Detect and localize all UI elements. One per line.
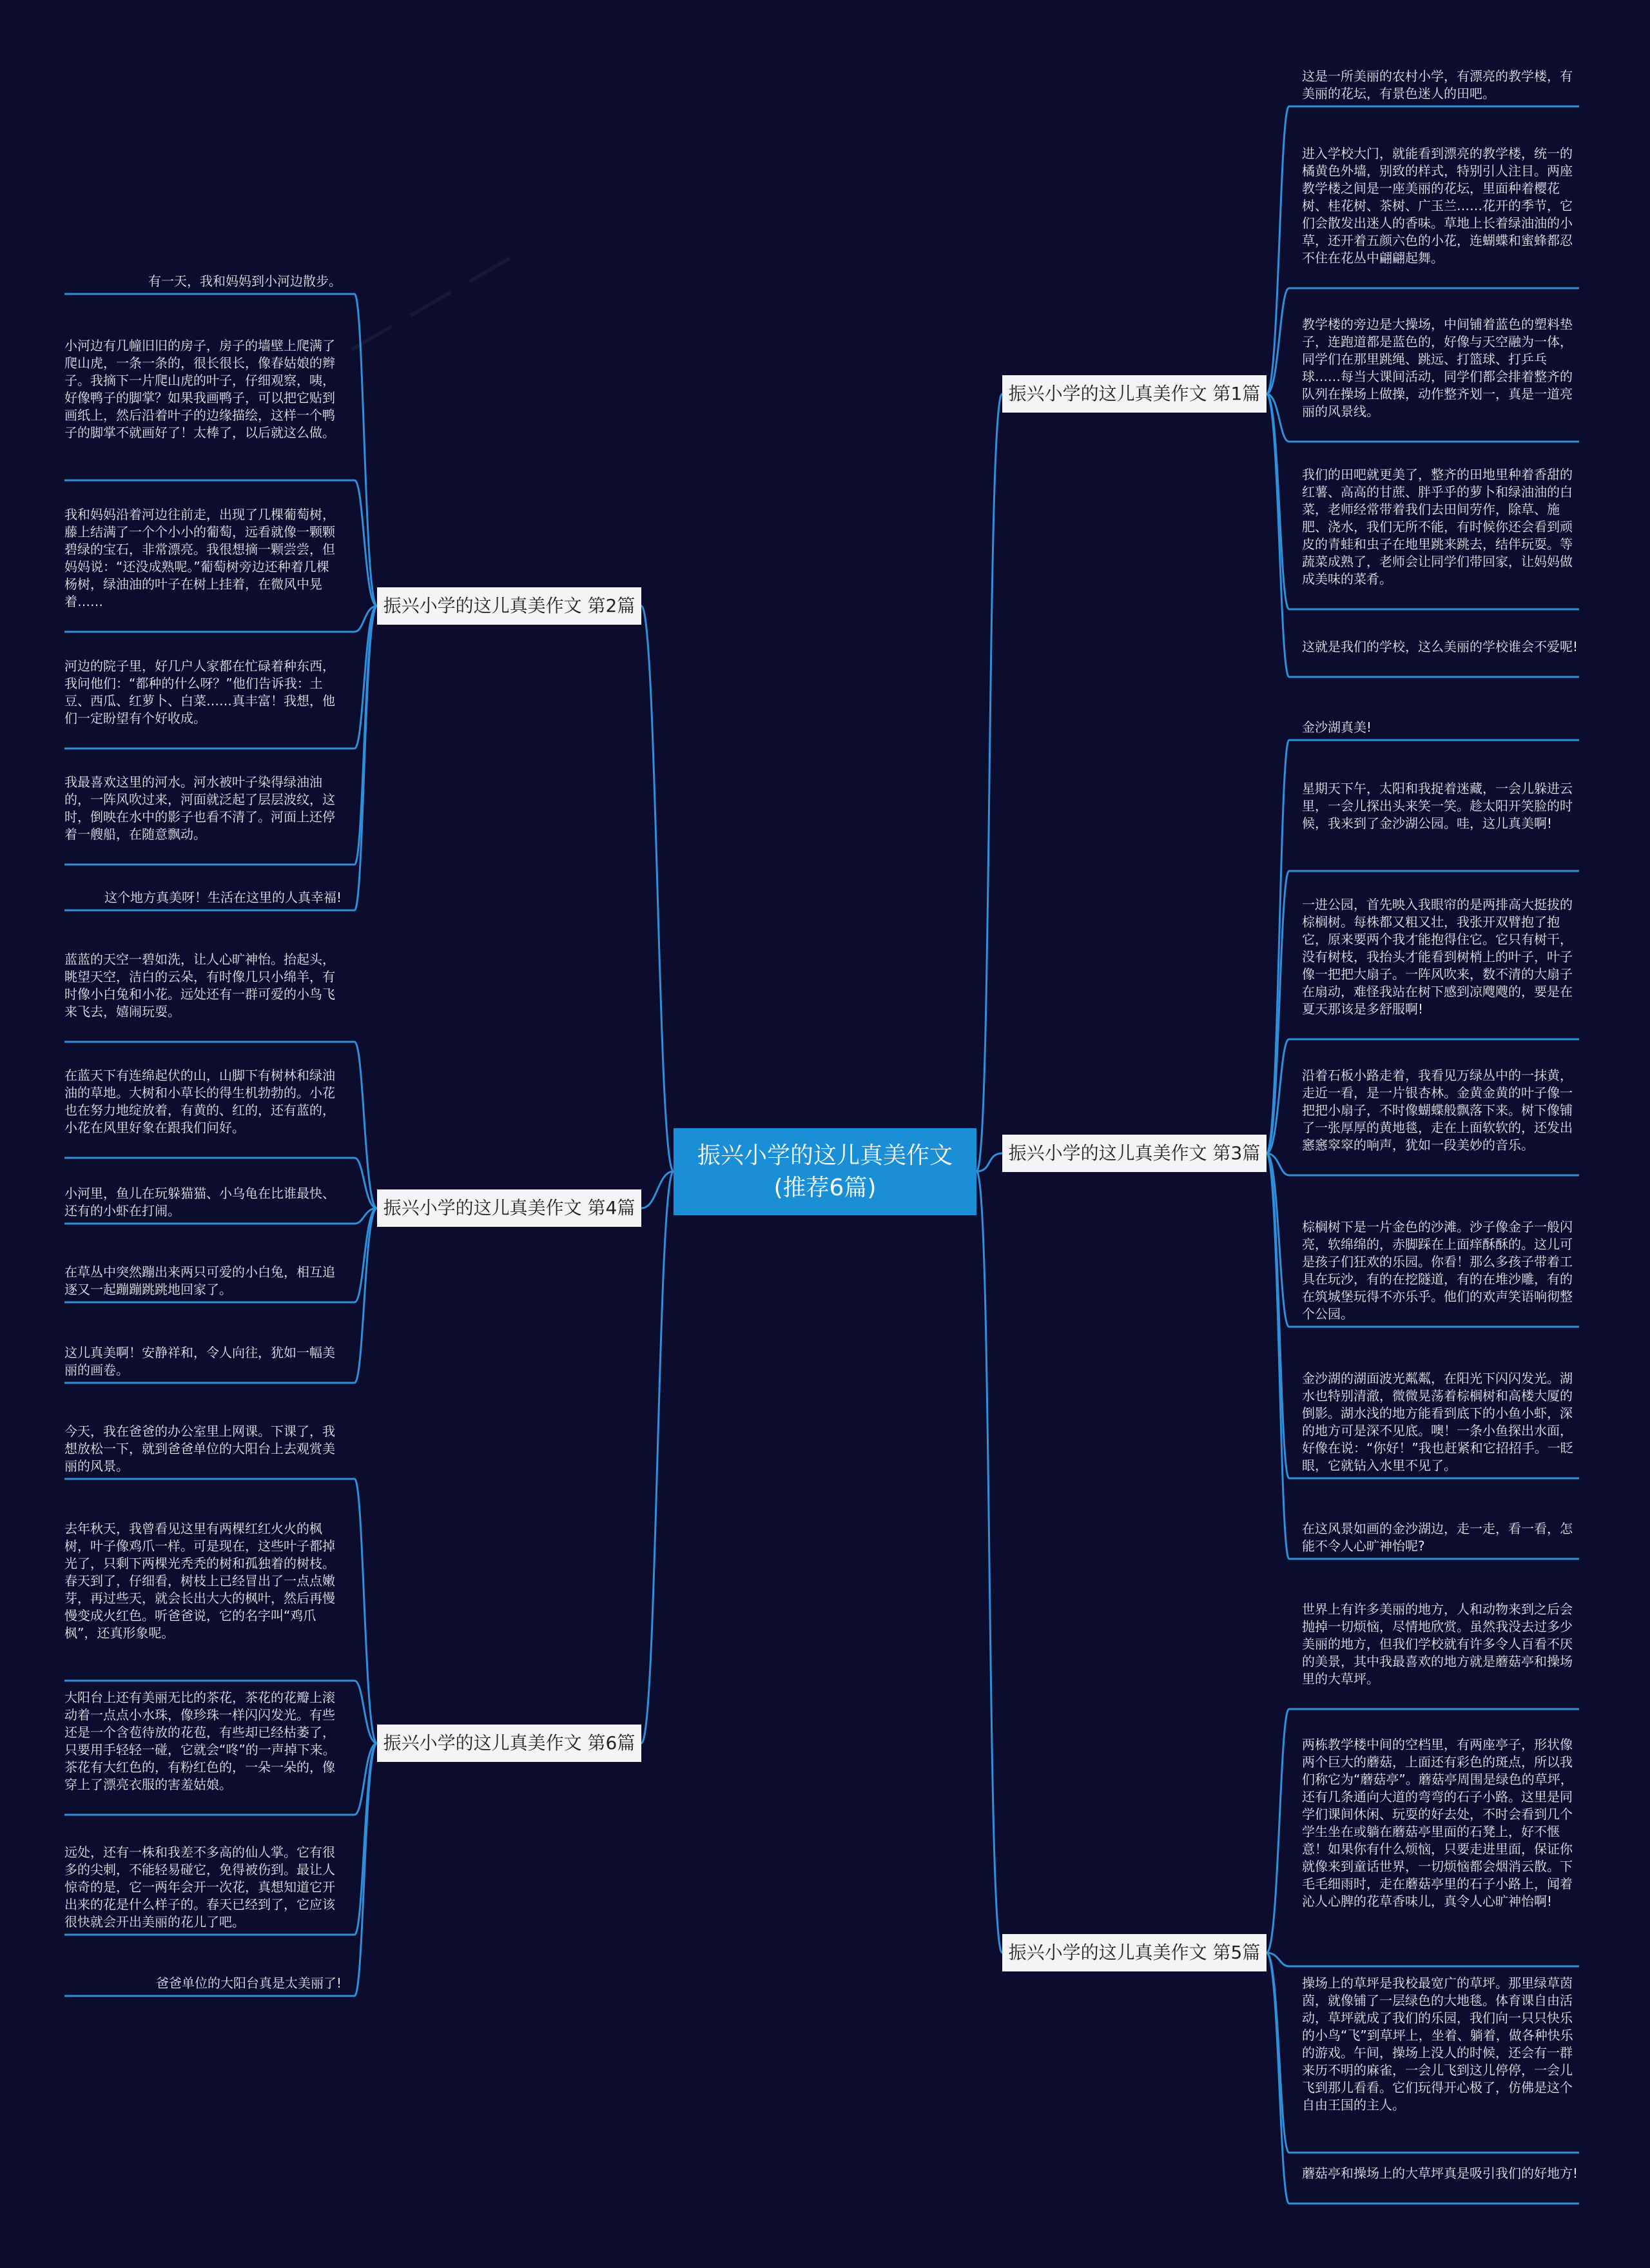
leaf-text: 今天，我在爸爸的办公室里上网课。下课了，我想放松一下，就到爸爸单位的大阳台上去观赏美丽的风景。 — [64, 1423, 335, 1474]
connector-line — [641, 606, 674, 1171]
leaf-text: 两栋教学楼中间的空档里，有两座亭子，形状像两个巨大的蘑菇，上面还有彩色的斑点，所以我们称它为“蘑菇亭”。蘑菇亭周围是绿色的草坪，还有几条通向大道的弯弯的石子小路。这里是同学们课间休闲、玩耍的好去处，不时会看到几个学生坐在或躺在蘑菇亭里面的石凳上，好不惬意！如果你有什么烦恼，只要走进里面，保证你就像来到童话世界，一切烦恼都会烟消云散。下毛毛细雨时，走在蘑菇亭里的石子小路上，闻着沁人心脾的花草香味儿，真令人心旷神怡啊! — [1302, 1737, 1573, 1909]
connector-line — [354, 606, 377, 910]
leaf-text: 这就是我们的学校，这么美丽的学校谁会不爱呢! — [1302, 639, 1578, 654]
connector-line — [976, 1171, 1002, 1953]
watermark: — — — — [333, 228, 525, 374]
leaf-text: 一进公园，首先映入我眼帘的是两排高大挺拔的棕榈树。每株都又粗又壮，我张开双臂抱了抱它，原来要两个我才能抱得住它。它只有树干，没有树枝，我抬头才能看到树梢上的叶子，叶子像一把把大扇子。一阵风吹来，数不清的大扇子在扇动，难怪我站在树下感到凉飕飕的，要是在夏天那该是多舒服啊! — [1302, 897, 1573, 1017]
root-title: 振兴小学的这儿真美作文(推荐6篇) — [697, 1142, 953, 1201]
leaf-text: 进入学校大门，就能看到漂亮的教学楼，统一的橘黄色外墙，别致的样式，特别引人注目。两座教学楼之间是一座美丽的花坛，里面种着樱花树、桂花树、茶树、广玉兰……花开的季节，它们会散发出迷人的香味。草地上长着绿油油的小草，还开着五颜六色的小花，连蝴蝶和蜜蜂都忍不住在花丛中翩翩起舞。 — [1302, 146, 1573, 266]
leaf-text: 蓝蓝的天空一碧如洗，让人心旷神怡。抬起头，眺望天空，洁白的云朵，有时像几只小绵羊，有时像小白兔和小花。远处还有一群可爱的小鸟飞来飞去，嬉闹玩耍。 — [64, 952, 335, 1019]
branch-topic-1[interactable] — [1002, 375, 1267, 413]
leaf-text: 世界上有许多美丽的地方，人和动物来到之后会抛掉一切烦恼，尽情地欣赏。虽然我没去过多少美丽的地方，但我们学校就有许多令人百看不厌的美景，其中我最喜欢的地方就是蘑菇亭和操场里的大草坪。 — [1302, 1601, 1573, 1686]
connector-line — [641, 1171, 674, 1743]
leaf-text: 沿着石板小路走着，我看见万绿丛中的一抹黄，走近一看，是一片银杏林。金黄金黄的叶子像一把把小扇子，不时像蝴蝶般飘落下来。树下像铺了一张厚厚的黄地毯，走在上面软软的，还发出窸窸窣窣的响声，犹如一段美妙的音乐。 — [1302, 1068, 1573, 1153]
branch-topic-2[interactable] — [1002, 1135, 1267, 1172]
connector-line — [1267, 394, 1289, 677]
leaf-text: 教学楼的旁边是大操场，中间铺着蓝色的塑料垫子，连跑道都是蓝色的，好像与天空融为一体，同学们在那里跳绳、跳远、打篮球、打乒乓球……每当大课间活动，同学们都会排着整齐的队列在操场上做操，动作整齐划一，真是一道亮丽的风景线。 — [1302, 317, 1573, 419]
connector-line — [354, 1743, 377, 1996]
leaf-text: 河边的院子里，好几户人家都在忙碌着种东西，我问他们：“都种的什么呀？”他们告诉我：土豆、西瓜、红萝卜、白菜……真丰富！我想，他们一定盼望有个好收成。 — [64, 658, 335, 726]
connector-line — [976, 394, 1002, 1171]
branch-label: 振兴小学的这儿真美作文 第3篇 — [1008, 1142, 1261, 1164]
connector-line — [354, 1479, 377, 1743]
connector-line — [1267, 288, 1289, 394]
leaf-text: 蘑菇亭和操场上的大草坪真是吸引我们的好地方! — [1302, 2165, 1578, 2181]
leaf-text: 爸爸单位的大阳台真是太美丽了! — [155, 1975, 342, 1991]
connector-line — [354, 1743, 377, 1815]
branch-label: 振兴小学的这儿真美作文 第1篇 — [1008, 383, 1261, 404]
root-topic[interactable] — [674, 1128, 976, 1215]
leaf-text: 去年秋天，我曾看见这里有两棵红红火火的枫树，叶子像鸡爪一样。可是现在，这些叶子都掉光了，只剩下两棵光秃秃的树和孤独着的树枝。春天到了，仔细看，树枝上已经冒出了一点点嫩芽，再过些天，就会长出大大的枫叶，然后再慢慢变成火红色。听爸爸说，它的名字叫“鸡爪枫”，还真形象呢。 — [64, 1521, 335, 1641]
leaf-text: 在草丛中突然蹦出来两只可爱的小白兔，相互追逐又一起蹦蹦跳跳地回家了。 — [64, 1264, 335, 1297]
leaf-text: 在蓝天下有连绵起伏的山，山脚下有树林和绿油油的草地。大树和小草长的得生机勃勃的。小花也在努力地绽放着，有黄的、红的，还有蓝的，小花在风里好象在跟我们问好。 — [64, 1068, 335, 1135]
branch-topic-6[interactable] — [377, 1725, 641, 1762]
leaf-text: 大阳台上还有美丽无比的茶花，茶花的花瓣上滚动着一点点小水珠，像珍珠一样闪闪发光。有些还是一个含苞待放的花苞，有些却已经枯萎了，只要用手轻轻一碰，它就会“咚”的一声掉下来。茶花有大红色的，有粉红色的，一朵一朵的，像穿上了漂亮衣服的害羞姑娘。 — [64, 1690, 336, 1792]
branch-label: 振兴小学的这儿真美作文 第4篇 — [383, 1197, 636, 1218]
leaf-text: 这儿真美啊！安静祥和，令人向往，犹如一幅美丽的画卷。 — [64, 1345, 335, 1378]
connector-line — [1267, 740, 1289, 1153]
leaf-text: 我最喜欢这里的河水。河水被叶子染得绿油油的，一阵风吹过来，河面就泛起了层层波纹，这时，倒映在水中的影子也看不清了。河面上还停着一艘船，在随意飘动。 — [64, 774, 335, 842]
leaf-text: 棕榈树下是一片金色的沙滩。沙子像金子一般闪亮，软绵绵的，赤脚踩在上面痒酥酥的。这儿可是孩子们狂欢的乐园。你看！那么多孩子带着工具在玩沙，有的在挖隧道，有的在堆沙雕，有的在筑城堡玩得不亦乐乎。他们的欢声笑语响彻整个公园。 — [1302, 1219, 1573, 1322]
leaf-text: 小河里，鱼儿在玩躲猫猫、小乌龟在比谁最快、还有的小虾在打闹。 — [64, 1186, 335, 1218]
leaf-text: 这个地方真美呀！生活在这里的人真幸福! — [104, 890, 342, 905]
leaf-text: 金沙湖的湖面波光粼粼，在阳光下闪闪发光。湖水也特别清澈，微微晃荡着棕榈树和高楼大厦的倒影。湖水浅的地方能看到底下的小鱼小虾，深的地方可是深不见底。噢！一条小鱼探出水面，好像在说：“你好！”我也赶紧和它招招手。一眨眼，它就钻入水里不见了。 — [1302, 1371, 1573, 1473]
leaf-text: 这是一所美丽的农村小学，有漂亮的教学楼，有美丽的花坛，有景色迷人的田吧。 — [1302, 68, 1573, 101]
leaf-text: 金沙湖真美! — [1302, 719, 1372, 735]
connector-line — [354, 1158, 377, 1208]
branch-label: 振兴小学的这儿真美作文 第2篇 — [383, 595, 636, 616]
leaf-text: 星期天下午，太阳和我捉着迷藏，一会儿躲进云里，一会儿探出头来笑一笑。趁太阳开笑脸的时候，我来到了金沙湖公园。哇，这儿真美啊! — [1302, 781, 1573, 831]
leaf-text: 小河边有几幢旧旧的房子，房子的墙壁上爬满了爬山虎，一条一条的，很长很长，像春姑娘的辫子。我摘下一片爬山虎的叶子，仔细观察，咦，好像鸭子的脚掌？如果我画鸭子，可以把它贴到画纸上，然后沿着叶子的边缘描绘，这样一个鸭子的脚掌不就画好了！太棒了，以后就这么做。 — [64, 338, 335, 440]
leaf-text: 有一天，我和妈妈到小河边散步。 — [148, 273, 342, 289]
connector-line — [354, 1042, 377, 1208]
leaf-text: 在这风景如画的金沙湖边，走一走，看一看，怎能不令人心旷神怡呢? — [1302, 1521, 1573, 1554]
branch-topic-5[interactable] — [377, 1189, 641, 1227]
connector-line — [1267, 1953, 1289, 2204]
leaf-text: 远处，还有一株和我差不多高的仙人掌。它有很多的尖刺，不能轻易碰它，免得被伤到。最让人惊奇的是，它一两年会开一次花，真想知道它开出来的花是什么样子的。春天已经到了，它应该很快就会开出美丽的花儿了吧。 — [64, 1844, 335, 1930]
leaf-text: 我们的田吧就更美了，整齐的田地里种着香甜的红薯、高高的甘蔗、胖乎乎的萝卜和绿油油的白菜，老师经常带着我们去田间劳作，除草、施肥、浇水，我们无所不能，有时候你还会看到顽皮的青蛙和虫子在地里跳来跳去，结伴玩耍。等蔬菜成熟了，老师会让同学们带回家，让妈妈做成美味的菜肴。 — [1302, 467, 1573, 587]
branch-topic-4[interactable] — [377, 587, 641, 625]
leaf-text: 我和妈妈沿着河边往前走，出现了几棵葡萄树，藤上结满了一个个小小的葡萄，远看就像一颗颗碧绿的宝石，非常漂亮。我很想摘一颗尝尝，但妈妈说：“还没成熟呢。”葡萄树旁边还种着几棵杨树，绿油油的叶子在树上挂着，在微风中晃着…… — [64, 507, 335, 609]
branch-topic-3[interactable] — [1002, 1934, 1267, 1971]
branch-label: 振兴小学的这儿真美作文 第5篇 — [1008, 1942, 1261, 1963]
branch-label: 振兴小学的这儿真美作文 第6篇 — [383, 1732, 636, 1754]
leaf-text: 操场上的草坪是我校最宽广的草坪。那里绿草茵茵，就像铺了一层绿色的大地毯。体育课自由活动，草坪就成了我们的乐园，我们向一只只快乐的小鸟“飞”到草坪上，坐着、躺着，做各种快乐的游戏。午间，操场上没人的时候，还会有一群来历不明的麻雀，一会儿飞到这儿停停，一会儿飞到那儿看看。它们玩得开心极了，仿佛是这个自由王国的主人。 — [1302, 1975, 1573, 2113]
connector-line — [1267, 1709, 1289, 1953]
